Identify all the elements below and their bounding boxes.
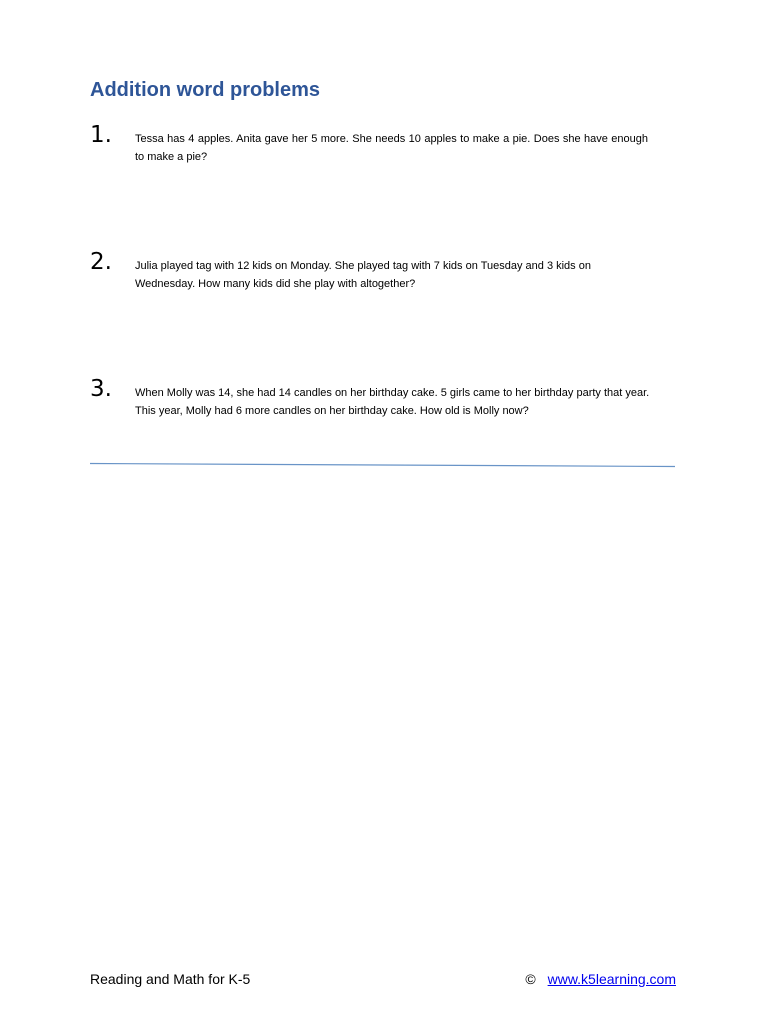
footer-credit [525,971,676,987]
page-title: Addition word problems [90,79,320,101]
problem-text: When Molly was 14, she had 14 candles on her birthday cake. 5 girls came to her birthday party that year. This year, Molly had 6 more candles on her birthday cake. How old is Molly now? [135,387,650,417]
problem-number: 1. [90,122,112,148]
footer-tagline: Reading and Math for K-5 [90,971,251,987]
section-divider [90,462,675,468]
copyright-symbol: © [525,971,536,987]
problem-text: Tessa has 4 apples. Anita gave her 5 more. She needs 10 apples to make a pie. Does she have enough to make a pie? [135,133,648,163]
problem-number: 2. [90,249,112,275]
problem-number: 3. [90,376,112,402]
k5learning-link[interactable]: www.k5learning.com [547,971,676,987]
problem-text: Julia played tag with 12 kids on Monday. She played tag with 7 kids on Tuesday and 3 kids on Wednesday. How many kids did she play with altogether? [135,260,591,290]
